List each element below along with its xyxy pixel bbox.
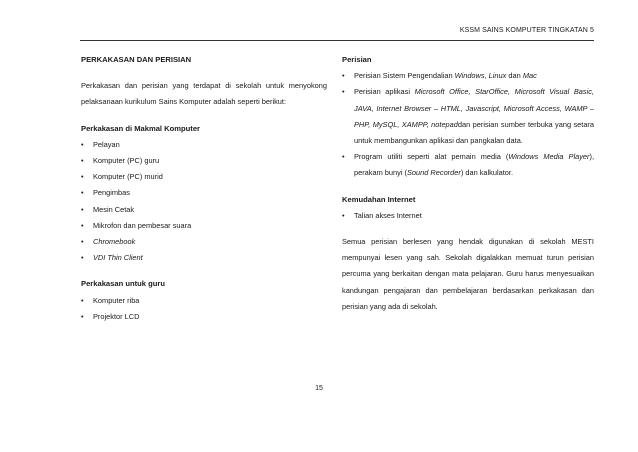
teacher-hardware-list	[81, 293, 327, 325]
closing-paragraph: Semua perisian berlesen yang hendak digunakan di sekolah MESTI mempunyai lesen yang sah. Sekolah digalakkan memuat turun perisian percuma yang berkaitan dengan mata pelajaran. Guru harus menyesuaikan kandungan pengajaran dan pembelajaran berdasarkan perkakasan dan perisian yang ada di sekolah.	[342, 237, 594, 311]
list-item: • Pengimbas	[81, 185, 327, 201]
list-item: • Komputer riba	[81, 293, 327, 309]
list-item: • Mikrofon dan pembesar suara	[81, 218, 327, 234]
list-item: • Perisian Sistem Pengendalian Windows, Linux dan Mac	[342, 68, 594, 84]
list-item	[81, 234, 327, 250]
software-list	[342, 68, 594, 181]
list-item-italic: Chromebook	[93, 237, 136, 247]
internet-heading: Kemudahan Internet	[342, 194, 416, 204]
list-item: • Projektor LCD	[81, 309, 327, 325]
list-item: • Program utiliti seperti alat pemain media (Windows Media Player), perakam bunyi (Sound Recorder) dan kalkulator.	[342, 149, 594, 181]
running-title: KSSM SAINS KOMPUTER TINGKATAN 5	[459, 27, 594, 34]
list-item: • Komputer (PC) guru	[81, 153, 327, 169]
list-item	[81, 250, 327, 266]
list-item: • Talian akses Internet	[342, 208, 594, 224]
left-column	[81, 52, 327, 325]
page-number: 15	[315, 385, 323, 392]
list-item: • Komputer (PC) murid	[81, 169, 327, 185]
intro-paragraph: Perkakasan dan perisian yang terdapat di sekolah untuk menyokong pelaksanaan kurikulum Sains Komputer adalah seperti berikut:	[81, 81, 327, 107]
lab-hardware-list	[81, 137, 327, 267]
software-heading: Perisian	[342, 55, 372, 64]
teacher-hardware-heading: Perkakasan untuk guru	[81, 279, 165, 289]
running-header	[80, 26, 594, 41]
list-item: • Pelayan	[81, 137, 327, 153]
right-column	[342, 52, 594, 315]
list-item: • Perisian aplikasi Microsoft Office, StarOffice, Microsoft Visual Basic, JAVA, Internet Browser – HTML, Javascript, Microsoft Access, WAMP – PHP, MySQL, XAMPP, notepaddan perisian sumber terbuka yang setara untuk membangunkan aplikasi dan pangkalan data.	[342, 84, 594, 149]
section-title: PERKAKASAN DAN PERISIAN	[81, 55, 192, 64]
lab-hardware-heading: Perkakasan di Makmal Komputer	[81, 123, 201, 133]
internet-list	[342, 208, 594, 224]
list-item: • Mesin Cetak	[81, 202, 327, 218]
list-item-italic: VDI Thin Client	[93, 253, 143, 263]
